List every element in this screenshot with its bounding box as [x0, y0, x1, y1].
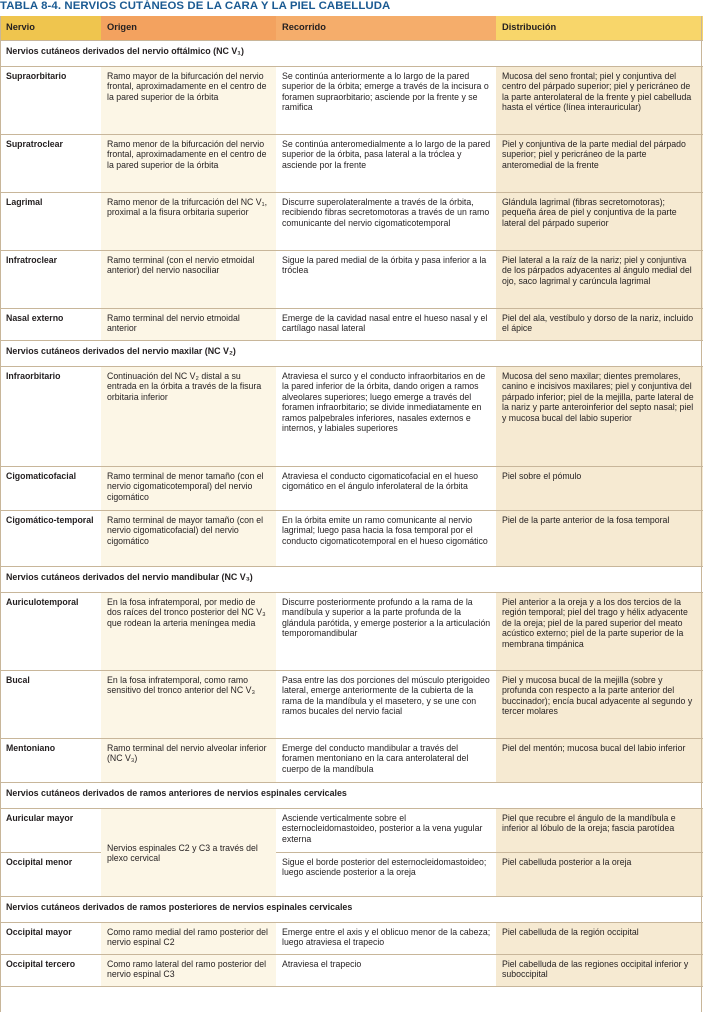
distribution-cell: Piel cabelluda de la región occipital	[496, 923, 703, 955]
origin-cell: Ramo menor de la trifurcación del NC V₁, proximal a la fisura orbitaria superior	[101, 193, 276, 251]
table-row	[0, 955, 703, 987]
origin-cell: Como ramo medial del ramo posterior del nervio espinal C2	[101, 923, 276, 955]
distribution-cell: Piel cabelluda de las regiones occipital inferior y suboccipital	[496, 955, 703, 987]
nerve-cell: Bucal	[0, 671, 101, 739]
course-cell: Sigue el borde posterior del esternocleidomastoideo; luego asciende posterior a la oreja	[276, 853, 496, 897]
nerve-cell: Supraorbitario	[0, 67, 101, 135]
distribution-cell: Piel anterior a la oreja y a los dos tercios de la región temporal; piel del trago y hélix adyacente de la oreja; piel de la pared superior del meato acústico externo; piel de la parte superior de la membrana timpánica	[496, 593, 703, 671]
section-oftalmico: Nervios cutáneos derivados del nervio oftálmico (NC V₁)	[0, 41, 703, 67]
distribution-cell: Piel lateral a la raíz de la nariz; piel y conjuntiva de los párpados adyacentes al ángulo medial del ojo, saco lagrimal y carúncula lagrimal	[496, 251, 703, 309]
origin-cell: Ramo menor de la bifurcación del nervio frontal, aproximadamente en el centro de la pared superior de la órbita	[101, 135, 276, 193]
course-cell: Emerge de la cavidad nasal entre el hueso nasal y el cartílago nasal lateral	[276, 309, 496, 341]
section-mandibular: Nervios cutáneos derivados del nervio mandibular (NC V₃)	[0, 567, 703, 593]
course-cell: Emerge del conducto mandibular a través del foramen mentoniano en la cara anterolateral del cuerpo de la mandíbula	[276, 739, 496, 783]
origin-cell: Ramo terminal de menor tamaño (con el nervio cigomaticotemporal) del nervio cigomático	[101, 467, 276, 511]
distribution-cell: Glándula lagrimal (fibras secretomotoras); pequeña área de piel y conjuntiva de la parte lateral del párpado superior	[496, 193, 703, 251]
table-row	[0, 593, 703, 671]
nerve-table-container	[0, 16, 703, 987]
table-row	[0, 135, 703, 193]
table-row	[0, 367, 703, 467]
course-cell: Discurre superolateralmente a través de la órbita, recibiendo fibras secretomotoras a través de un ramo comunicante del nervio cigomaticotemporal	[276, 193, 496, 251]
table-row	[0, 193, 703, 251]
nerve-cell: Auricular mayor	[0, 809, 101, 853]
table-row	[0, 923, 703, 955]
distribution-cell: Piel que recubre el ángulo de la mandíbula e inferior al lóbulo de la oreja; fascia parotídea	[496, 809, 703, 853]
table-row	[0, 67, 703, 135]
section-row	[0, 897, 703, 923]
nerve-table	[0, 16, 703, 987]
table-row	[0, 511, 703, 567]
nerve-cell: Auriculotemporal	[0, 593, 101, 671]
table-title: TABLA 8-4. NERVIOS CUTÁNEOS DE LA CARA Y LA PIEL CABELLUDA	[0, 0, 391, 12]
header-distribucion: Distribución	[496, 16, 703, 41]
origin-cell: Ramo terminal de mayor tamaño (con el nervio cigomaticofacial) del nervio cigomático	[101, 511, 276, 567]
section-row	[0, 341, 703, 367]
section-ant-cervical: Nervios cutáneos derivados de ramos anteriores de nervios espinales cervicales	[0, 783, 703, 809]
table-row	[0, 309, 703, 341]
course-cell: Pasa entre las dos porciones del músculo pterigoideo lateral, emerge anteriormente de la cubierta de la rama de la mandíbula y el masetero, y se une con ramos bucales del nervio facial	[276, 671, 496, 739]
nerve-cell: Mentoniano	[0, 739, 101, 783]
origin-cell: Ramo terminal del nervio alveolar inferior (NC V₃)	[101, 739, 276, 783]
nerve-cell: Occipital mayor	[0, 923, 101, 955]
nerve-cell: Infraorbitario	[0, 367, 101, 467]
origin-cell: Ramo terminal del nervio etmoidal anterior	[101, 309, 276, 341]
header-recorrido: Recorrido	[276, 16, 496, 41]
nerve-cell: Nasal externo	[0, 309, 101, 341]
origin-cell: Nervios espinales C2 y C3 a través del plexo cervical	[101, 809, 276, 897]
nerve-cell: Infratroclear	[0, 251, 101, 309]
nerve-cell: Cigomático-temporal	[0, 511, 101, 567]
course-cell: Atraviesa el surco y el conducto infraorbitarios en de la pared inferior de la órbita, dando origen a ramos alveolares superiores; luego emerge a través del foramen infraorbitario; se divide inmediatamente en ramos palpebrales inferiores, nasales externos e internos, y labiales superiores	[276, 367, 496, 467]
nerve-cell: Lagrimal	[0, 193, 101, 251]
origin-cell: En la fosa infratemporal, como ramo sensitivo del tronco anterior del NC V₃	[101, 671, 276, 739]
course-cell: Se continúa anteriormente a lo largo de la pared superior de la órbita; emerge a través de la incisura o foramen supraorbitario; asciende por la frente y se ramifica	[276, 67, 496, 135]
course-cell: Sigue la pared medial de la órbita y pasa inferior a la tróclea	[276, 251, 496, 309]
distribution-cell: Mucosa del seno frontal; piel y conjuntiva del centro del párpado superior; piel y pericráneo de la parte anterolateral de la frente y piel cabelluda hasta el vértice (línea interauricular)	[496, 67, 703, 135]
course-cell: Atraviesa el trapecio	[276, 955, 496, 987]
nerve-cell: Occipital menor	[0, 853, 101, 897]
section-row	[0, 783, 703, 809]
origin-cell: En la fosa infratemporal, por medio de dos raíces del tronco posterior del NC V₃ que rodean la arteria meníngea media	[101, 593, 276, 671]
nerve-cell: Supratroclear	[0, 135, 101, 193]
origin-cell: Ramo mayor de la bifurcación del nervio frontal, aproximadamente en el centro de la pared superior de la órbita	[101, 67, 276, 135]
course-cell: En la órbita emite un ramo comunicante al nervio lagrimal; luego pasa hacia la fosa temporal por el conducto cigomaticotemporal en el hueso cigomático	[276, 511, 496, 567]
table-row	[0, 809, 703, 853]
section-row	[0, 567, 703, 593]
origin-cell: Como ramo lateral del ramo posterior del nervio espinal C3	[101, 955, 276, 987]
origin-cell: Ramo terminal (con el nervio etmoidal anterior) del nervio nasociliar	[101, 251, 276, 309]
distribution-cell: Piel sobre el pómulo	[496, 467, 703, 511]
distribution-cell: Piel de la parte anterior de la fosa temporal	[496, 511, 703, 567]
distribution-cell: Piel y conjuntiva de la parte medial del párpado superior; piel y pericráneo de la parte anteromedial de la frente	[496, 135, 703, 193]
course-cell: Asciende verticalmente sobre el esternocleidomastoideo, posterior a la vena yugular externa	[276, 809, 496, 853]
distribution-cell: Piel del ala, vestíbulo y dorso de la nariz, incluido el ápice	[496, 309, 703, 341]
section-post-cervical: Nervios cutáneos derivados de ramos posteriores de nervios espinales cervicales	[0, 897, 703, 923]
distribution-cell: Mucosa del seno maxilar; dientes premolares, canino e incisivos maxilares; piel y conjuntiva del párpado inferior; piel de la mejilla, parte lateral de la nariz y parte anteroinferior del septo nasal; piel y mucosa bucal del labio superior	[496, 367, 703, 467]
section-row	[0, 41, 703, 67]
section-maxilar: Nervios cutáneos derivados del nervio maxilar (NC V₂)	[0, 341, 703, 367]
course-cell: Discurre posteriormente profundo a la rama de la mandíbula y superior a la parte profunda de la glándula parótida, y emerge posterior a la articulación temporomandibular	[276, 593, 496, 671]
distribution-cell: Piel del mentón; mucosa bucal del labio inferior	[496, 739, 703, 783]
course-cell: Se continúa anteromedialmente a lo largo de la pared superior de la órbita, pasa lateral a la tróclea y asciende por la frente	[276, 135, 496, 193]
table-row	[0, 251, 703, 309]
header-nervio: Nervio	[0, 16, 101, 41]
table-row	[0, 671, 703, 739]
nerve-cell: Occipital tercero	[0, 955, 101, 987]
distribution-cell: Piel cabelluda posterior a la oreja	[496, 853, 703, 897]
distribution-cell: Piel y mucosa bucal de la mejilla (sobre y profunda con respecto a la parte anterior del buccinador); encía bucal adyacente al segundo y tercer molares	[496, 671, 703, 739]
header-row	[0, 16, 703, 41]
course-cell: Atraviesa el conducto cigomaticofacial en el hueso cigomático en el ángulo inferolateral de la órbita	[276, 467, 496, 511]
table-row	[0, 739, 703, 783]
table-row	[0, 467, 703, 511]
header-origen: Origen	[101, 16, 276, 41]
nerve-cell: Cigomaticofacial	[0, 467, 101, 511]
origin-cell: Continuación del NC V₂ distal a su entrada en la órbita a través de la fisura orbitaria inferior	[101, 367, 276, 467]
course-cell: Emerge entre el axis y el oblicuo menor de la cabeza; luego atraviesa el trapecio	[276, 923, 496, 955]
